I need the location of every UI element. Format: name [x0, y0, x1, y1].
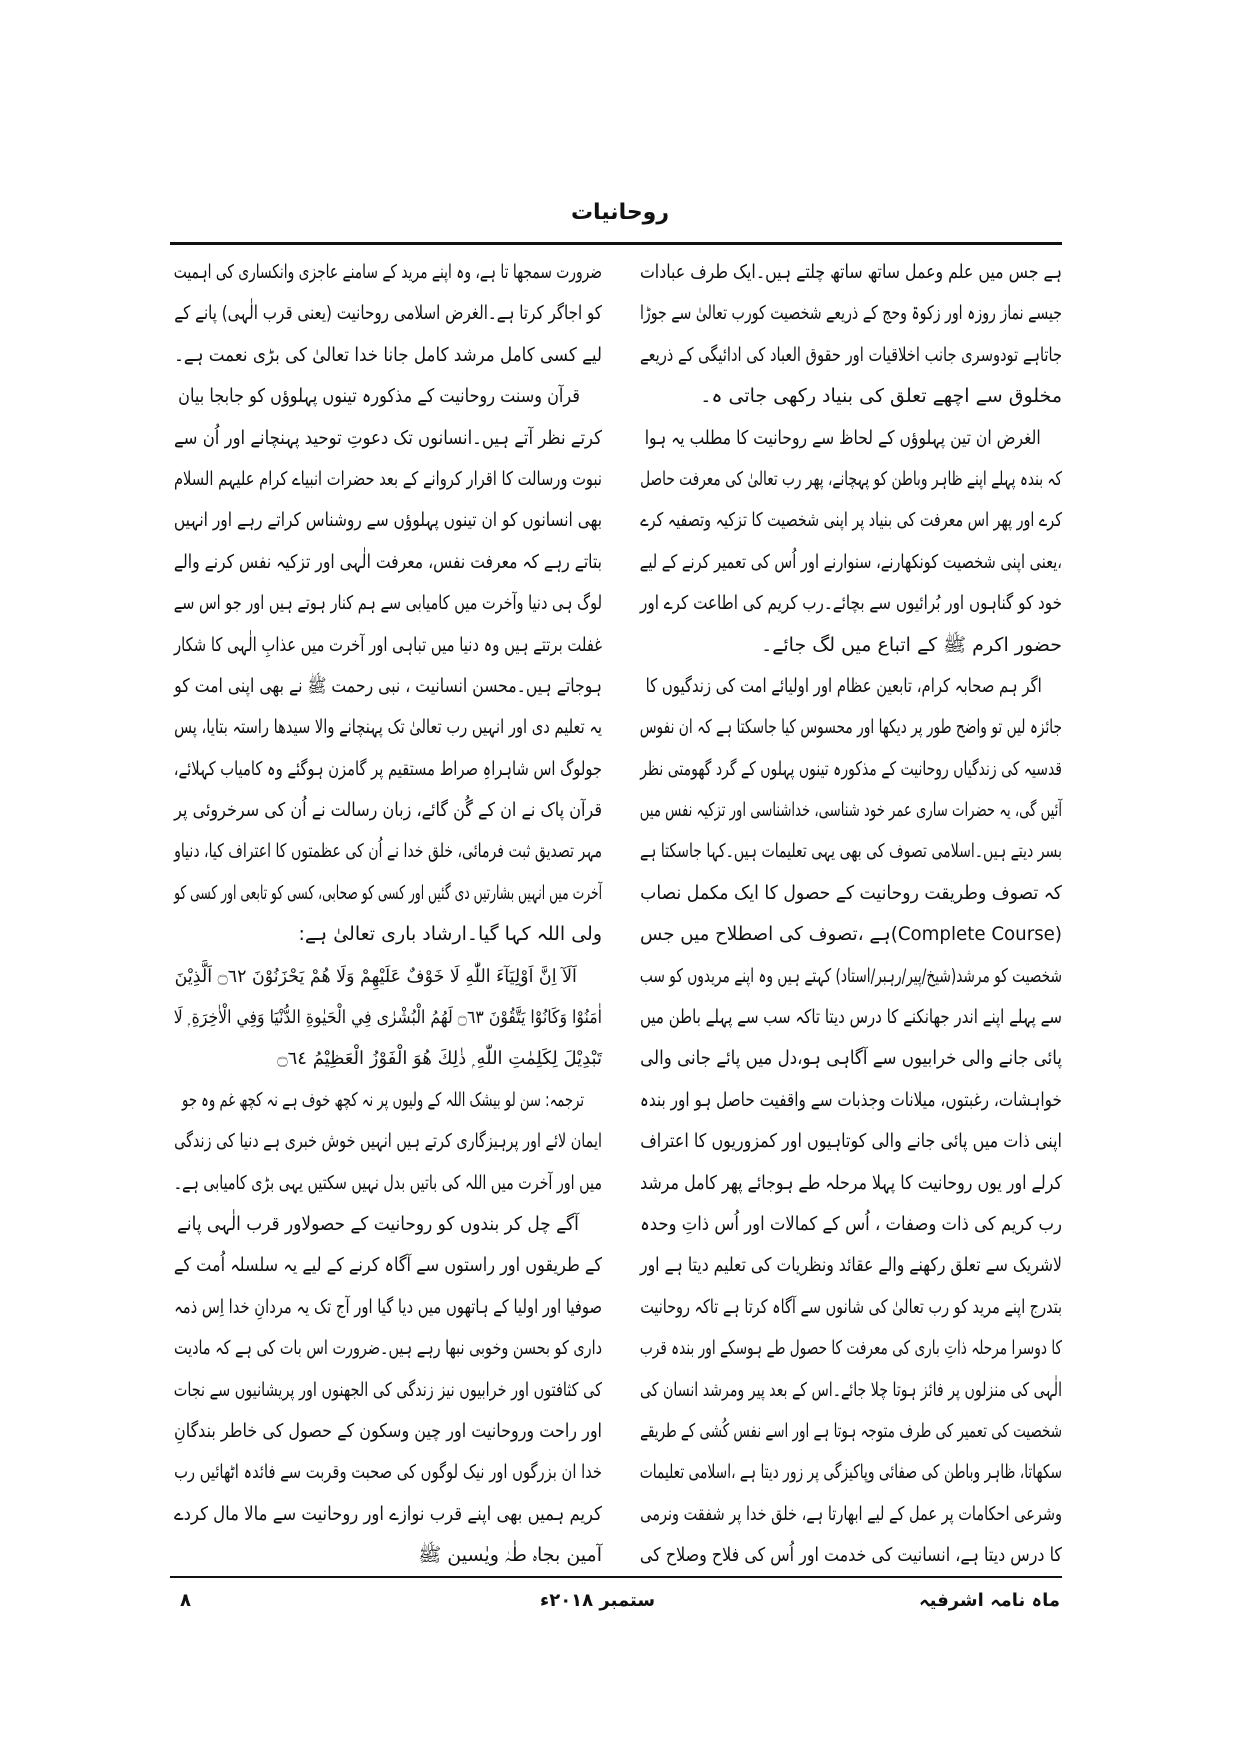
text-line: کا دوسرا مرحلہ ذاتِ باری کی معرفت کا حصول طے ہوسکے اور بندہ قرب: [639, 1337, 1062, 1360]
left-column: [174, 252, 602, 1577]
text-line: (Complete Course)ہے ،تصوف کی اصطلاح میں جس: [640, 923, 1062, 946]
text-line: صوفیا اور اولیا کے ہاتھوں میں دیا گیا اور آج تک یہ مردانِ خدا اِس ذمہ: [174, 1295, 602, 1318]
magazine-name: ماہ نامہ اشرفیہ: [919, 1590, 1060, 1611]
text-line: کہ بندہ پہلے اپنے ظاہر وباطن کو پہچانے، پھر رب تعالیٰ کی معرفت حاصل: [640, 467, 1062, 490]
text-line: میں اور آخرت میں اللہ کی باتیں بدل نہیں سکتیں یہی بڑی کامیابی ہے۔: [173, 1171, 602, 1194]
text-line: داری کو بحسن وخوبی نبھا رہے ہیں۔ضرورت اس بات کی ہے کہ مادیت: [173, 1337, 602, 1360]
text-line: کہ تصوف وطریقت روحانیت کے حصول کا ایک مکمل نصاب: [640, 881, 1062, 904]
text-line: خود کو گناہوں اور بُرائیوں سے بچائے۔رب کریم کی اطاعت کرے اور: [640, 592, 1062, 615]
text-line: ایمان لائے اور پرہیزگاری کرتے ہیں انہیں خوش خبری ہے دنیا کی زندگی: [174, 1130, 602, 1153]
text-line: اپنی ذات میں پائی جانے والی کوتاہیوں اور کمزوریوں کا اعتراف: [640, 1130, 1062, 1153]
text-line: لیے کسی کامل مرشد کامل جانا خدا تعالیٰ کی بڑی نعمت ہے۔: [174, 343, 603, 366]
text-line: غفلت برتتے ہیں وہ دنیا میں تباہی اور آخرت میں عذابِ الٰہی کا شکار: [174, 633, 602, 656]
text-line: رب کریم کی ذات وصفات ، اُس کے کمالات اور اُس ذاتِ وحدہ: [640, 1212, 1062, 1235]
text-line: مہر تصدیق ثبت فرمائی، خلق خدا نے اُن کی عظمتوں کا اعتراف کیا، دنیاو: [174, 840, 602, 863]
text-line: جولوگ اس شاہراہِ صراط مستقیم پر گامزن ہوگئے وہ کامیاب کہلائے،: [173, 757, 602, 780]
text-line: ہوجاتے ہیں۔محسن انسانیت ، نبی رحمت ﷺ نے بھی اپنی امت کو: [174, 674, 602, 697]
text-line: قرآن وسنت روحانیت کے مذکورہ تینوں پہلوؤں کو جابجا بیان: [178, 385, 580, 408]
quran-verse-line: اٰمَنُوْا وَكَانُوْا يَتَّقُوْنَ ۝٦٣ لَهُمُ الْبُشْرٰى فِي الْحَيٰوةِ الدُّنْيَا وَفِي الْاٰخِرَةِ ۭ لَا: [173, 1007, 602, 1029]
text-line: وشرعی احکامات پر عمل کے لیے ابھارتا ہے، خلق خدا پر شفقت ونرمی: [640, 1502, 1062, 1525]
footer-divider: [170, 1576, 1062, 1578]
text-line: نبوت ورسالت کا اقرار کروانے کے بعد حضرات انبیاے کرام علیہم السلام: [173, 467, 602, 490]
text-line: جاتاہے تودوسری جانب اخلاقیات اور حقوق العباد کی ادائیگی کے ذریعے: [640, 343, 1062, 366]
text-line: آئیں گی، یہ حضرات ساری عمر خود شناسی، خداشناسی اور تزکیہ نفس میں: [639, 799, 1062, 822]
section-title: روحانیات: [570, 200, 670, 225]
text-line: قدسیہ کی زندگیاں روحانیت کے مذکورہ تینوں پہلوں کے گرد گھومتی نظر: [640, 757, 1062, 780]
text-line: آخرت میں انہیں بشارتیں دی گئیں اور کسی کو صحابی، کسی کو تابعی اور کسی کو: [174, 881, 603, 904]
text-line: پائی جانے والی خرابیوں سے آگاہی ہو،دل میں پائے جانی والی: [640, 1047, 1062, 1070]
text-line: ضرورت سمجھا تا ہے، وہ اپنے مرید کے سامنے عاجزی وانکساری کی اہمیت: [173, 261, 602, 283]
text-line: سے پہلے اپنے اندر جھانکنے کا درس دیتا تاکہ سب سے پہلے باطن میں: [639, 1006, 1062, 1029]
text-line: لاشریک سے تعلق رکھنے والے عقائد ونظریات کی تعلیم دیتا ہے اور: [640, 1254, 1062, 1277]
text-line: حضور اکرم ﷺ کے اتباع میں لگ جائے۔: [761, 633, 1062, 656]
text-line: مخلوق سے اچھے تعلق کی بنیاد رکھی جاتی ہ۔: [700, 385, 1062, 408]
text-line: کا درس دیتا ہے، انسانیت کی خدمت اور اُس کی فلاح وصلاح کی: [639, 1544, 1062, 1567]
text-line: کے طریقوں اور راستوں سے آگاہ کرنے کے لیے یہ سلسلہ اُمت کے: [173, 1254, 602, 1277]
text-line: کی کثافتوں اور خرابیوں نیز زندگی کی الجھنوں اور پریشانیوں سے نجات: [173, 1378, 602, 1401]
text-line: بھی انسانوں کو ان تینوں پہلوؤں سے روشناس کراتے رہے اور انہیں: [173, 509, 602, 532]
text-line: خواہشات، رغبتوں، میلانات وجذبات سے واقفیت حاصل ہو اور بندہ: [639, 1088, 1062, 1111]
text-line: جائزہ لیں تو واضح طور پر دیکھا اور محسوس کیا جاسکتا ہے کہ ان نفوس: [639, 716, 1062, 739]
text-line: لوگ ہی دنیا وآخرت میں کامیابی سے ہم کنار ہوتے ہیں اور جو اس سے: [173, 592, 602, 615]
quran-verse-line: اَلَآ اِنَّ اَوْلِيَآءَ اللّٰهِ لَا خَوْفٌ عَلَيْهِمْ وَلَا هُمْ يَحْزَنُوْنَ ۝٦٢ اَلَّذِيْنَ: [174, 965, 577, 987]
text-line: جیسے نماز روزہ اور زکوۃ وحج کے ذریعے شخصیت کورب تعالیٰ سے جوڑا: [639, 302, 1062, 325]
text-line: الغرض ان تین پہلوؤں کے لحاظ سے روحانیت کا مطلب یہ ہوا: [644, 426, 1041, 449]
text-line: ترجمہ: سن لو بیشک اللہ کے ولیوں پر نہ کچھ خوف ہے نہ کچھ غم وہ جو: [182, 1088, 584, 1111]
text-line: بتاتے رہے کہ معرفت نفس، معرفت الٰہی اور تزکیہ نفس کرنے والے: [173, 550, 602, 573]
text-line: خدا ان بزرگوں اور نیک لوگوں کی صحبت وقربت سے فائدہ اٹھائیں رب: [174, 1461, 602, 1484]
text-line: اور راحت وروحانیت اور چین وسکون کے حصول کی خاطر بندگانِ: [173, 1419, 602, 1442]
text-line: کرتے نظر آتے ہیں۔انسانوں تک دعوتِ توحید پہنچانے اور اُن سے: [173, 426, 602, 449]
text-line: آمین بجاہ طٰہٰ ویٰسین ﷺ: [418, 1544, 602, 1567]
header-divider: [170, 242, 1062, 245]
text-line: کرلے اور یوں روحانیت کا پہلا مرحلہ طے ہوجائے پھر کامل مرشد: [640, 1171, 1062, 1194]
quran-verse-line: تَبْدِيْلَ لِكَلِمٰتِ اللّٰهِ ۭ ذٰلِكَ هُوَ الْفَوْزُ الْعَظِيْمُ ۝٦٤: [277, 1048, 602, 1070]
text-line: ولی اللہ کہا گیا۔ارشاد باری تعالیٰ ہے:: [298, 923, 602, 946]
text-line: شخصیت کی تعمیر کی طرف متوجہ ہوتا ہے اور اسے نفس کُشی کے طریقے: [640, 1419, 1062, 1442]
issue-date: ستمبر ۲۰۱۸ء: [540, 1590, 656, 1611]
text-line: سکھاتا، ظاہر وباطن کی صفائی وپاکیزگی پر زور دیتا ہے ،اسلامی تعلیمات: [639, 1461, 1062, 1484]
text-line: ہے جس میں علم وعمل ساتھ ساتھ چلتے ہیں۔ایک طرف عبادات: [639, 261, 1062, 283]
page-number: ۸: [180, 1590, 191, 1611]
text-line: بسر دیتے ہیں۔اسلامی تصوف کی بھی یہی تعلیمات ہیں۔کہا جاسکتا ہے: [639, 840, 1062, 863]
text-line: کرے اور پھر اس معرفت کی بنیاد پر اپنی شخصیت کا تزکیہ وتصفیہ کرے: [640, 509, 1062, 532]
text-line: الٰہی کی منزلوں پر فائز ہوتا چلا جائے۔اس کے بعد پیر ومرشد انسان کی: [639, 1378, 1062, 1401]
text-line: کو اجاگر کرتا ہے۔الغرض اسلامی روحانیت (یعنی قرب الٰہی) پانے کے: [174, 302, 602, 325]
text-line: ،یعنی اپنی شخصیت کونکھارنے، سنوارنے اور اُس کی تعمیر کرنے کے لیے: [639, 550, 1062, 573]
text-line: بتدرج اپنے مرید کو رب تعالیٰ کی شانوں سے آگاہ کرتا ہے تاکہ روحانیت: [640, 1295, 1062, 1318]
text-line: کریم ہمیں بھی اپنے قرب نوازے اور روحانیت سے مالا مال کردے: [174, 1502, 602, 1525]
text-line: اگر ہم صحابہ کرام، تابعین عظام اور اولیائے امت کی زندگیوں کا: [645, 674, 1042, 697]
text-line: آگے چل کر بندوں کو روحانیت کے حصولاور قرب الٰہی پانے: [177, 1212, 579, 1235]
text-line: قرآن پاک نے ان کے گُن گائے، زبان رسالت نے اُن کی سرخروئی پر: [174, 799, 602, 822]
text-line: شخصیت کو مرشد(شیخ/پیر/رہبر/استاد) کہتے ہیں وہ اپنے مریدوں کو سب: [639, 964, 1062, 987]
text-line: یہ تعلیم دی اور انہیں رب تعالیٰ تک پہنچانے والا سیدھا راستہ بتایا، پس: [174, 716, 602, 739]
right-column: [640, 252, 1062, 1577]
